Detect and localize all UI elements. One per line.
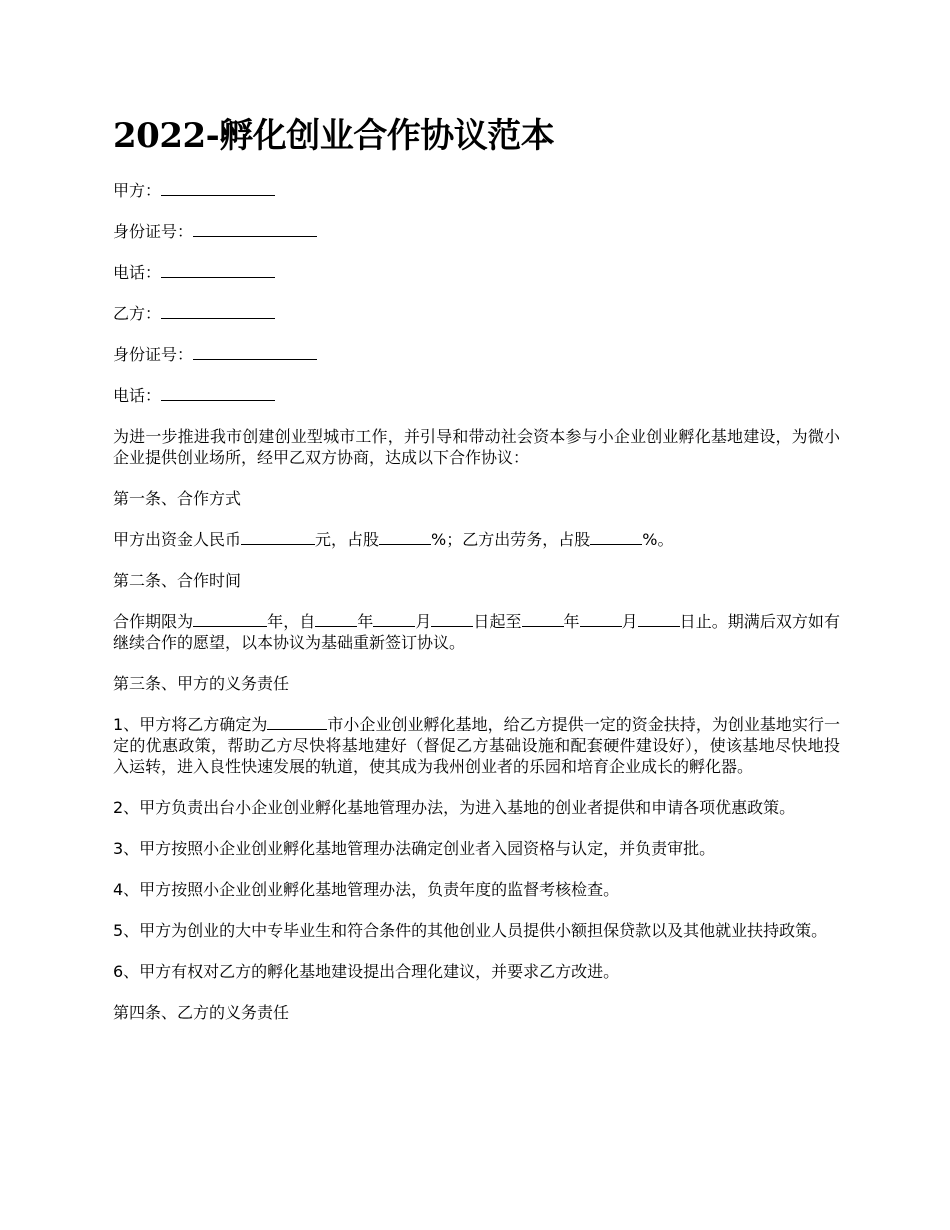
id-b-field bbox=[113, 344, 840, 366]
article-2-text-5: 日起至 bbox=[473, 612, 522, 631]
article-2-text-4: 月 bbox=[415, 612, 432, 631]
party-a-label: 甲方： bbox=[113, 181, 162, 200]
phone-b-blank[interactable] bbox=[161, 385, 275, 401]
article-1-heading: 第一条、合作方式 bbox=[113, 489, 242, 508]
id-b-label: 身份证号： bbox=[113, 345, 194, 364]
article-2-text-8: 日止。期满后双方如有继续合作的愿望，以本协议为基础重新签订协议。 bbox=[113, 612, 840, 652]
phone-b-field bbox=[113, 385, 840, 407]
term-years-blank[interactable] bbox=[193, 612, 267, 627]
article-1-text-1: 甲方出资金人民币 bbox=[113, 530, 242, 549]
phone-a-blank[interactable] bbox=[161, 262, 275, 278]
start-year-blank[interactable] bbox=[315, 612, 357, 627]
article-3-item-5: 5、甲方为创业的大中专毕业生和符合条件的其他创业人员提供小额担保贷款以及其他就业扶持政策。 bbox=[113, 921, 828, 940]
article-3-item-2: 2、甲方负责出台小企业创业孵化基地管理办法，为进入基地的创业者提供和申请各项优惠政策。 bbox=[113, 798, 796, 817]
party-a-blank[interactable] bbox=[161, 180, 275, 196]
party-b-label: 乙方： bbox=[113, 304, 162, 323]
phone-a-field bbox=[113, 262, 840, 284]
article-1-text-4: %。 bbox=[642, 530, 674, 549]
end-year-blank[interactable] bbox=[522, 612, 564, 627]
party-a-share-blank[interactable] bbox=[379, 530, 431, 545]
article-3-item-4: 4、甲方按照小企业创业孵化基地管理办法，负责年度的监督考核检查。 bbox=[113, 880, 620, 899]
id-b-blank[interactable] bbox=[193, 344, 317, 360]
article-3-item-1-text-a: 1、甲方将乙方确定为 bbox=[113, 715, 268, 734]
end-day-blank[interactable] bbox=[638, 612, 680, 627]
start-month-blank[interactable] bbox=[373, 612, 415, 627]
article-3-item-6: 6、甲方有权对乙方的孵化基地建设提出合理化建议，并要求乙方改进。 bbox=[113, 962, 620, 981]
article-1-text-2: 元，占股 bbox=[315, 530, 380, 549]
document-page bbox=[113, 112, 840, 1043]
party-b-share-blank[interactable] bbox=[590, 530, 642, 545]
article-1-body bbox=[113, 529, 840, 550]
phone-b-label: 电话： bbox=[113, 386, 162, 405]
article-3-item-1-text-b: 市小企业创业孵化基地，给乙方提供一定的资金扶持，为创业基地实行一定的优惠政策，帮助乙方尽快将基地建好（督促乙方基础设施和配套硬件建设好），使该基地尽快地投入运转，进入良性快速发展的轨道，使其成为我州创业者的乐园和培育企业成长的孵化器。 bbox=[113, 715, 840, 776]
city-name-blank[interactable] bbox=[267, 715, 327, 730]
article-2-text-6: 年 bbox=[563, 612, 580, 631]
id-a-label: 身份证号： bbox=[113, 222, 194, 241]
phone-a-label: 电话： bbox=[113, 263, 162, 282]
article-2-text-7: 月 bbox=[621, 612, 638, 631]
id-a-blank[interactable] bbox=[193, 221, 317, 237]
document-title: 2022-孵化创业合作协议范本 bbox=[113, 116, 555, 156]
article-2-body bbox=[113, 611, 840, 653]
end-month-blank[interactable] bbox=[580, 612, 622, 627]
party-b-field bbox=[113, 303, 840, 325]
article-4-heading: 第四条、乙方的义务责任 bbox=[113, 1003, 290, 1022]
article-2-text-3: 年 bbox=[357, 612, 374, 631]
article-3-item-3: 3、甲方按照小企业创业孵化基地管理办法确定创业者入园资格与认定，并负责审批。 bbox=[113, 839, 716, 858]
article-3-item-1 bbox=[113, 714, 840, 777]
article-3-heading: 第三条、甲方的义务责任 bbox=[113, 674, 290, 693]
article-2-text-1: 合作期限为 bbox=[113, 612, 194, 631]
start-day-blank[interactable] bbox=[431, 612, 473, 627]
party-a-field bbox=[113, 180, 840, 202]
article-2-heading: 第二条、合作时间 bbox=[113, 571, 242, 590]
intro-paragraph: 为进一步推进我市创建创业型城市工作，并引导和带动社会资本参与小企业创业孵化基地建设，为微小企业提供创业场所，经甲乙双方协商，达成以下合作协议： bbox=[113, 427, 840, 467]
party-b-blank[interactable] bbox=[161, 303, 275, 319]
capital-amount-blank[interactable] bbox=[241, 530, 315, 545]
id-a-field bbox=[113, 221, 840, 243]
article-2-text-2: 年，自 bbox=[267, 612, 316, 631]
article-1-text-3: %；乙方出劳务，占股 bbox=[431, 530, 591, 549]
